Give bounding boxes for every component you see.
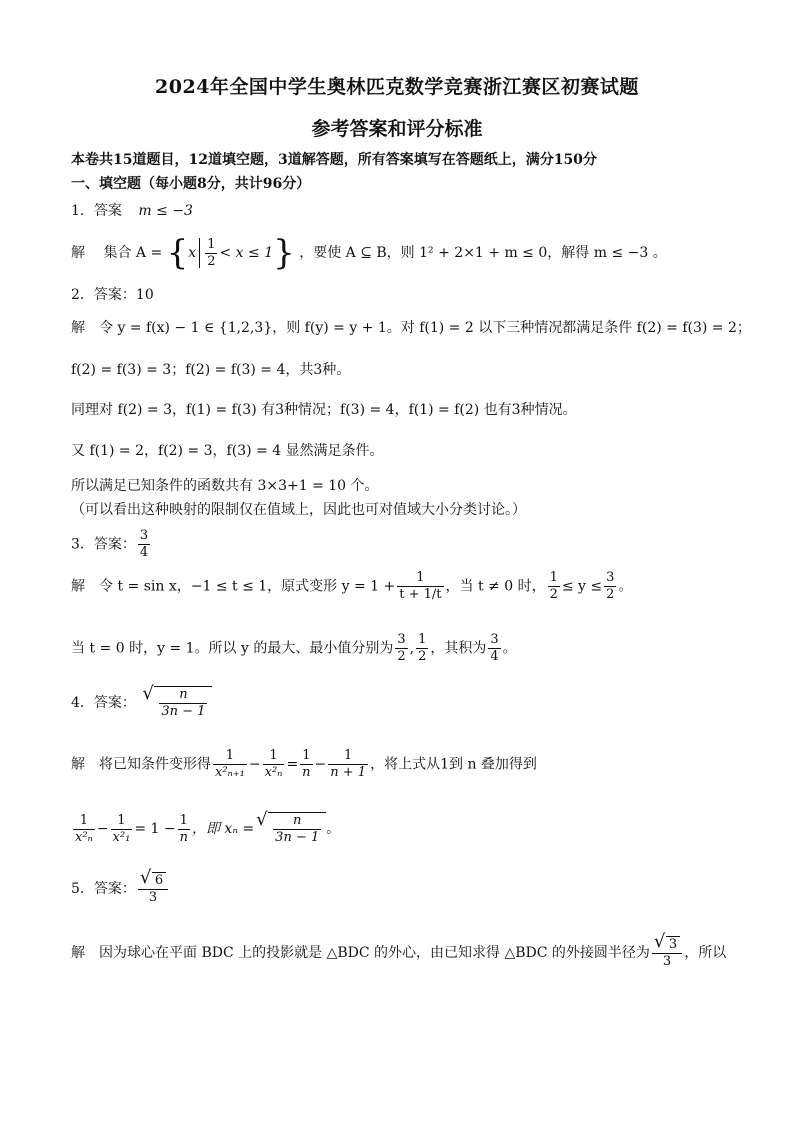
q4-minus: − — [248, 756, 261, 773]
q5-answer-frac: √ $\frac{6}{3}$ — [138, 872, 168, 906]
right-brace: } — [273, 233, 295, 273]
q3-min-frac: $\frac{1}{2}$ — [418, 632, 427, 664]
q1-half-frac: $\frac{1}{2}$ — [207, 236, 216, 269]
q4-solution-2 — [71, 812, 340, 846]
q4-frac-b: $\frac{1}{\text{x²ₙ}}$ — [264, 748, 283, 780]
q2-line-3: 同理对 f(2) = 3，f(1) = f(3) 有3种情况；f(3) = 4，f(1) = f(2) 也有3种情况。 — [71, 402, 577, 418]
q1-sol-b: ，要使 A ⊆ B，则 1² + 2×1 + m ≤ 0，解得 m ≤ −3 。 — [299, 245, 667, 261]
q2-line-6: （可以看出这种映射的限制仅在值域上，因此也可对值域大小分类讨论。） — [71, 502, 526, 518]
intro-text: 本卷共15道题目，12道填空题，3道解答题，所有答案填写在答题纸上，满分150分 — [71, 152, 597, 168]
q4-l2-frac-b: $\frac{1}{\text{x²₁}}$ — [112, 812, 131, 845]
q3-answer — [71, 528, 152, 561]
q1-sol-a: 集合 A = — [103, 245, 163, 261]
q4-eq: = — [286, 756, 299, 773]
q1-set-rest: < x ≤ 1 — [219, 245, 274, 261]
q5-sol-a: 解 因为球心在平面 BDC 上的投影就是 △BDC 的外心，由已知求得 △BDC 的外接圆半径为 — [71, 945, 650, 961]
q3-solution-1 — [71, 570, 632, 603]
page-title: 2024年全国中学生奥林匹克数学竞赛浙江赛区初赛试题 — [155, 76, 639, 98]
q1-set-x: x — [188, 245, 197, 261]
q3-solution-2: 当 t = 0 时，y = 1。所以 y 的最大、最小值分别为 $\frac{3}{2}$ , $\frac{1}{2}$ ，其积为 $\frac{3}{4}$ 。 — [71, 632, 517, 664]
q4-answer-label: 4．答案： — [71, 695, 136, 711]
page-subtitle: 参考答案和评分标准 — [311, 118, 483, 140]
q5-answer-label: 5．答案： — [71, 881, 136, 897]
q4-sol-b: ，将上式从1到 n 叠加得到 — [370, 756, 537, 773]
q3-line2-a: 当 t = 0 时，y = 1。所以 y 的最大、最小值分别为 — [71, 640, 394, 657]
q4-answer — [71, 686, 212, 720]
q5-sol-b: ，所以 — [684, 945, 727, 961]
q4-frac-d: $\frac{1}{n + 1}$ — [330, 748, 367, 780]
q4-l2-frac-a: $\frac{1}{\text{x²ₙ}}$ — [75, 812, 93, 845]
q3-sol-b: ，当 t ≠ 0 时， — [445, 578, 546, 595]
q3-product-frac: $\frac{3}{4}$ — [490, 632, 499, 664]
q4-frac-c: $\frac{1}{n}$ — [302, 748, 311, 780]
q5-answer — [71, 872, 170, 906]
q3-sol-c: ≤ y ≤ — [561, 578, 603, 595]
q3-answer-frac: $\frac{3}{4}$ — [139, 528, 149, 560]
q5-solution — [71, 936, 726, 970]
q4-l2-eq: = 1 − — [134, 821, 176, 837]
section-heading: 一、填空题（每小题8分，共计96分） — [71, 176, 311, 192]
q1-answer — [71, 201, 193, 221]
q4-answer-sqrt: √ $\frac{n}{3n - 1}$ — [154, 686, 212, 720]
q3-sol-d: 。 — [618, 578, 633, 595]
q4-solution-1 — [71, 748, 537, 781]
q1-sol-label: 解 — [71, 245, 85, 261]
q5-radius-frac: √ $\frac{3}{3}$ — [652, 936, 682, 970]
q2-line-2: f(2) = f(3) = 3；f(2) = f(3) = 4，共3种。 — [71, 362, 351, 378]
q2-line-4: 又 f(1) = 2，f(2) = 3，f(3) = 4 显然满足条件。 — [71, 443, 384, 459]
q2-line-1: 解 令 y = f(x) − 1 ∈ {1,2,3}，则 f(y) = y + 1。对 f(1) = 2 以下三种情况都满足条件 f(2) = f(3) = 2； — [71, 320, 751, 336]
q3-low-frac: $\frac{1}{2}$ — [549, 570, 558, 602]
q4-l2-mid: ，即 xₙ = — [191, 821, 255, 837]
q3-line2-c: 。 — [502, 640, 517, 657]
q1-answer-value: m ≤ −3 — [138, 203, 193, 219]
q3-answer-label: 3．答案： — [71, 536, 136, 553]
q3-max-frac: $\frac{3}{2}$ — [397, 632, 406, 664]
left-brace: { — [166, 233, 189, 273]
q4-l2-sqrt: √ $\frac{n}{3n - 1}$ — [268, 812, 326, 846]
q3-line2-b: ，其积为 — [430, 640, 487, 657]
q4-l2-end: 。 — [326, 821, 341, 837]
q4-sol-a: 解 将已知条件变形得 — [71, 756, 211, 773]
q1-answer-label: 1．答案 — [71, 203, 122, 219]
q4-l2-minus: − — [96, 821, 109, 837]
q2-answer: 2．答案：10 — [71, 287, 154, 303]
q4-minus-2: − — [314, 756, 327, 773]
q4-l2-frac-c: $\frac{1}{n}$ — [179, 812, 188, 845]
q3-main-frac: $\frac{1}{t + 1/t}$ — [399, 570, 442, 602]
q4-frac-a: $\frac{1}{\text{x²ₙ₊₁}}$ — [215, 748, 245, 780]
q2-line-5: 所以满足已知条件的函数共有 3×3+1 = 10 个。 — [71, 478, 379, 494]
q1-solution — [71, 233, 667, 273]
q3-sol-a: 解 令 t = sin x，−1 ≤ t ≤ 1，原式变形 y = 1 + — [71, 578, 396, 595]
q3-high-frac: $\frac{3}{2}$ — [606, 570, 615, 602]
set-bar — [199, 238, 200, 268]
